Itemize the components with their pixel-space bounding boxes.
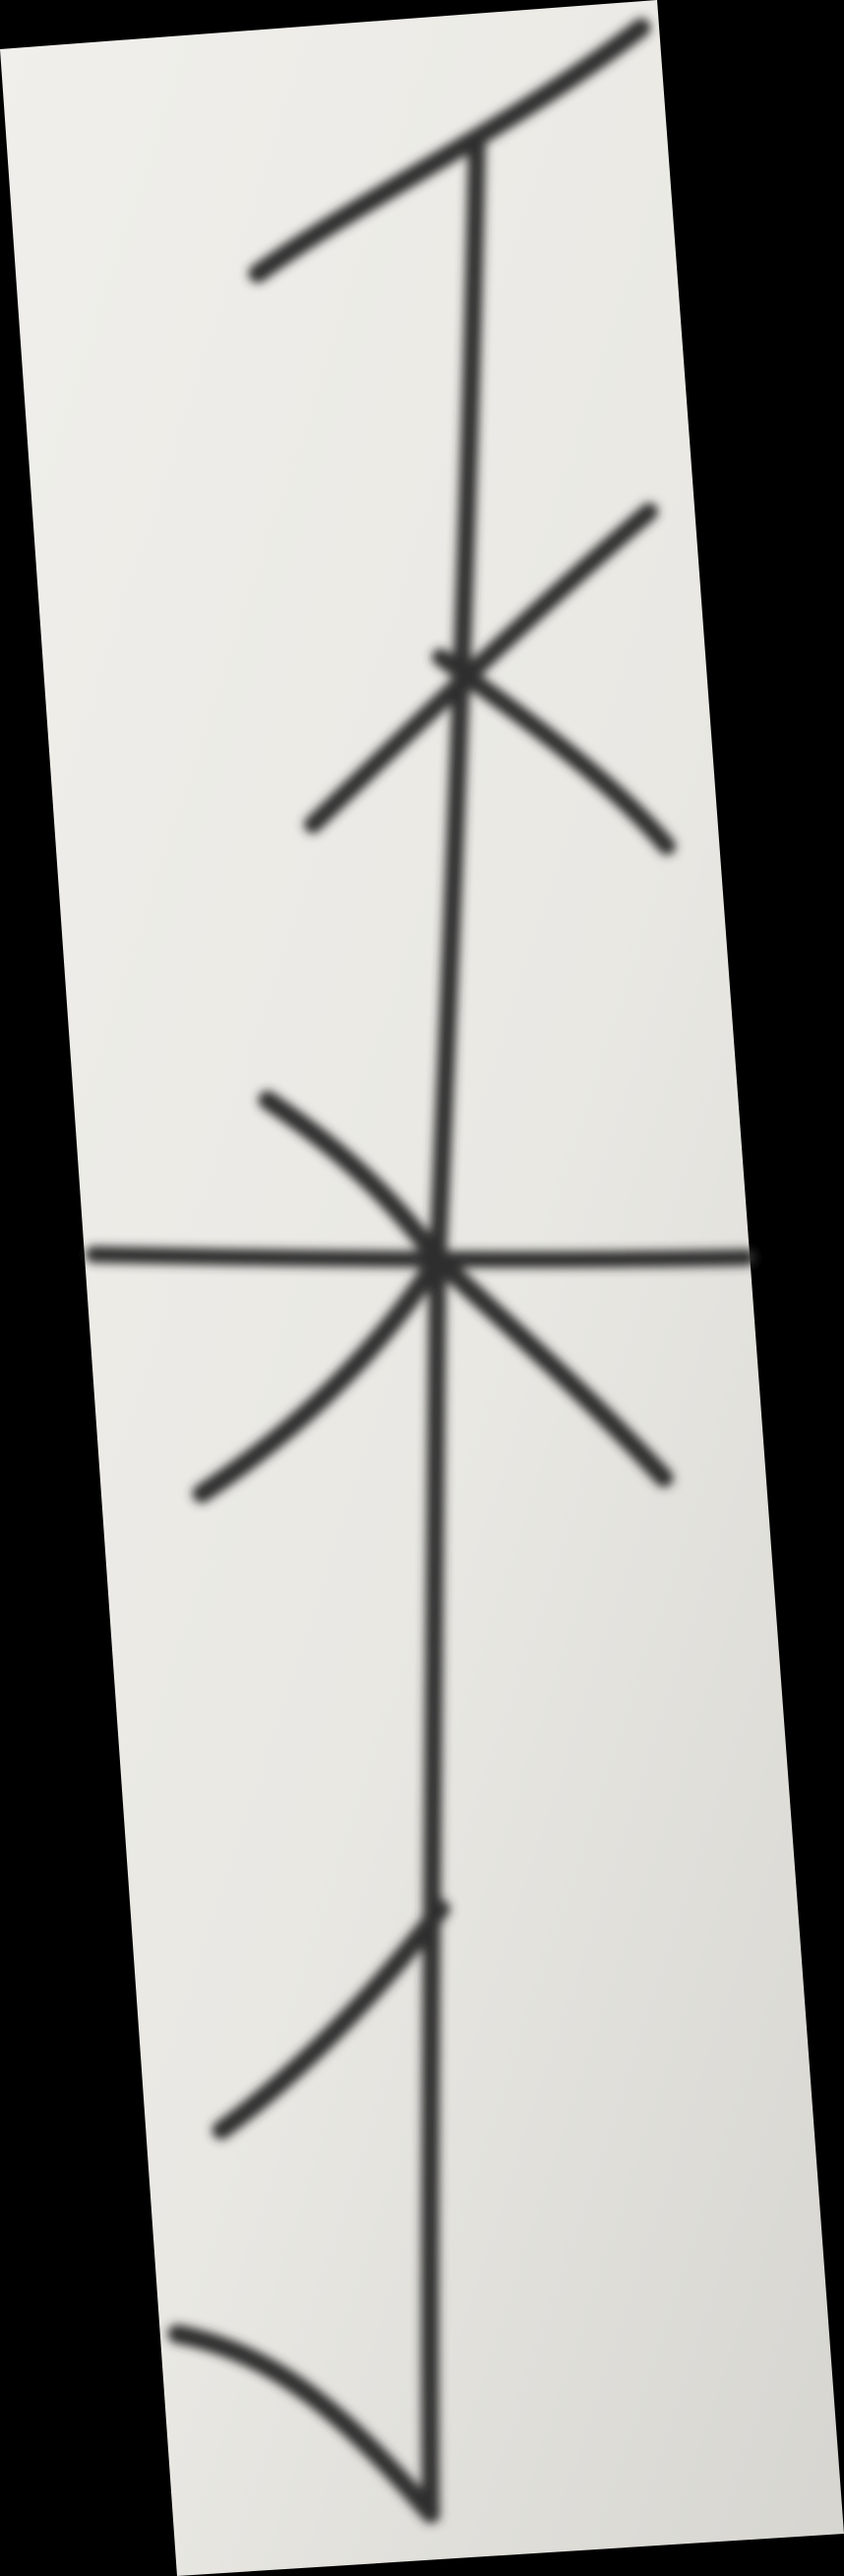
symbol-crossbar-stroke bbox=[93, 1255, 748, 1259]
